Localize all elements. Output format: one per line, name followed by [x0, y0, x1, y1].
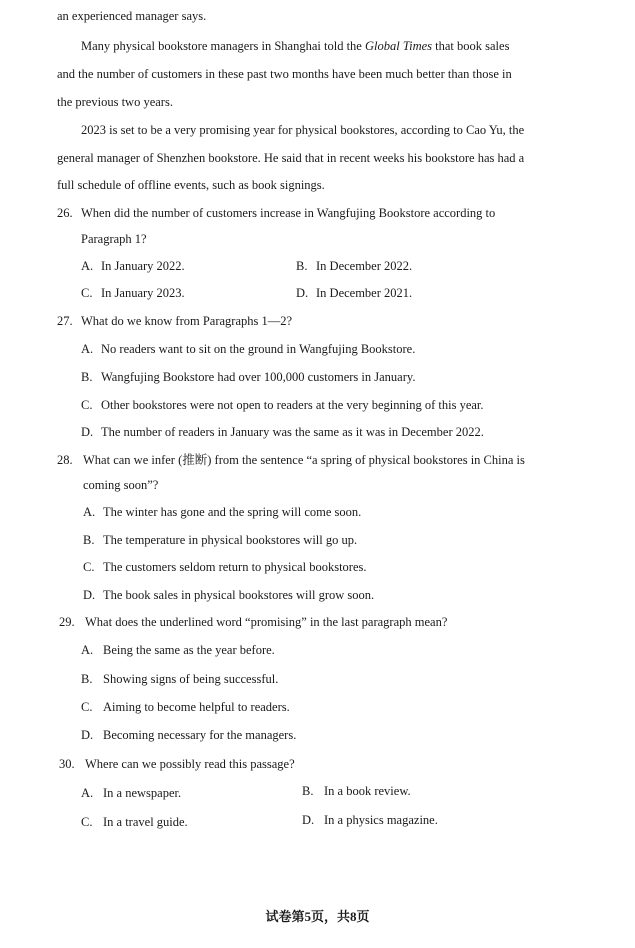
- question-29-option-c[interactable]: [81, 699, 290, 715]
- question-number: 28.: [57, 453, 73, 467]
- option-label: C.: [81, 398, 93, 412]
- option-label: D.: [81, 728, 94, 742]
- option-text: No readers want to sit on the ground in Wangfujing Bookstore.: [101, 342, 416, 356]
- question-text: What does the underlined word “promising” in the last paragraph mean?: [85, 615, 448, 629]
- passage-text: Many physical bookstore managers in Shanghai told the: [81, 39, 365, 53]
- passage-text: that book sales: [432, 39, 510, 53]
- option-text: Aiming to become helpful to readers.: [103, 700, 290, 714]
- option-text: Showing signs of being successful.: [103, 672, 279, 686]
- passage-line: an experienced manager says.: [57, 9, 207, 23]
- newspaper-title: Global Times: [364, 39, 433, 53]
- question-27-option-a[interactable]: [81, 341, 415, 357]
- question-30-option-b[interactable]: [302, 783, 411, 799]
- question-text: What do we know from Paragraphs 1—2?: [81, 314, 293, 328]
- option-text: Becoming necessary for the managers.: [103, 728, 297, 742]
- option-label: B.: [83, 533, 95, 547]
- passage-paragraph-3-line-1: 2023 is set to be a very promising year for physical bookstores, according to Cao Yu, the: [81, 123, 525, 137]
- question-28-stem-line-2: coming soon”?: [83, 478, 159, 492]
- passage-paragraph-3-line-3: full schedule of offline events, such as book signings.: [57, 178, 325, 192]
- option-text: The number of readers in January was the same as it was in December 2022.: [101, 425, 484, 439]
- passage-paragraph-2-line-1: [81, 38, 509, 54]
- passage-paragraph-2-line-2: and the number of customers in these past two months have been much better than those in: [57, 67, 512, 81]
- option-text: In a newspaper.: [103, 786, 182, 800]
- option-label: A.: [81, 643, 94, 657]
- question-28-stem: [57, 452, 525, 468]
- option-label: A.: [81, 342, 94, 356]
- question-number: 26.: [57, 206, 73, 220]
- question-text: What can we infer (推断) from the sentence “a spring of physical bookstores in China is: [83, 453, 525, 467]
- option-text: The temperature in physical bookstores will go up.: [103, 533, 358, 547]
- option-text: In December 2022.: [316, 259, 413, 273]
- passage-paragraph-3-line-2: general manager of Shenzhen bookstore. He said that in recent weeks his bookstore has had a: [57, 151, 525, 165]
- option-text: The customers seldom return to physical bookstores.: [103, 560, 367, 574]
- option-text: Wangfujing Bookstore had over 100,000 customers in January.: [101, 370, 416, 384]
- question-26-option-a[interactable]: [81, 258, 185, 274]
- question-number: 30.: [59, 757, 75, 771]
- question-26-stem-line-2: Paragraph 1?: [81, 232, 147, 246]
- question-number: 29.: [59, 615, 75, 629]
- question-30-option-d[interactable]: [302, 812, 438, 828]
- question-29-option-a[interactable]: [81, 642, 275, 658]
- option-label: D.: [296, 286, 309, 300]
- option-text: In December 2021.: [316, 286, 413, 300]
- option-label: C.: [81, 815, 93, 829]
- question-28-option-d[interactable]: [83, 587, 374, 603]
- option-label: B.: [81, 370, 93, 384]
- question-26-option-c[interactable]: [81, 285, 185, 301]
- option-label: A.: [81, 786, 94, 800]
- option-text: Other bookstores were not open to readers at the very beginning of this year.: [101, 398, 484, 412]
- question-30-option-a[interactable]: [81, 785, 181, 801]
- question-29-option-b[interactable]: [81, 671, 278, 687]
- option-label: A.: [83, 505, 96, 519]
- question-27-option-b[interactable]: [81, 369, 415, 385]
- question-27-option-d[interactable]: [81, 424, 484, 440]
- question-number: 27.: [57, 314, 73, 328]
- question-28-option-a[interactable]: [83, 504, 361, 520]
- option-text: The book sales in physical bookstores will grow soon.: [103, 588, 375, 602]
- option-text: In a book review.: [324, 784, 411, 798]
- option-label: B.: [302, 784, 314, 798]
- question-27-option-c[interactable]: [81, 397, 484, 413]
- passage-paragraph-2-line-3: the previous two years.: [57, 95, 173, 109]
- question-29-stem: [59, 614, 447, 630]
- question-text: When did the number of customers increase in Wangfujing Bookstore according to: [81, 206, 496, 220]
- option-text: In January 2023.: [101, 286, 185, 300]
- question-29-option-d[interactable]: [81, 727, 296, 743]
- question-text: Where can we possibly read this passage?: [85, 757, 295, 771]
- option-label: C.: [81, 700, 93, 714]
- page-footer: 试卷第5页，共8页: [265, 909, 370, 924]
- option-label: A.: [81, 259, 94, 273]
- question-30-option-c[interactable]: [81, 814, 188, 830]
- question-27-stem: [57, 313, 292, 329]
- option-label: B.: [296, 259, 308, 273]
- option-text: The winter has gone and the spring will come soon.: [103, 505, 362, 519]
- option-label: D.: [83, 588, 96, 602]
- option-text: In a physics magazine.: [324, 813, 438, 827]
- option-label: D.: [302, 813, 315, 827]
- question-26-option-b[interactable]: [296, 258, 412, 274]
- question-28-option-b[interactable]: [83, 532, 357, 548]
- option-label: C.: [81, 286, 93, 300]
- question-30-stem: [59, 756, 295, 772]
- question-26-stem: [57, 205, 495, 221]
- option-text: Being the same as the year before.: [103, 643, 275, 657]
- option-text: In a travel guide.: [103, 815, 188, 829]
- option-label: B.: [81, 672, 93, 686]
- question-28-option-c[interactable]: [83, 559, 367, 575]
- option-label: D.: [81, 425, 94, 439]
- option-text: In January 2022.: [101, 259, 185, 273]
- question-26-option-d[interactable]: [296, 285, 412, 301]
- option-label: C.: [83, 560, 95, 574]
